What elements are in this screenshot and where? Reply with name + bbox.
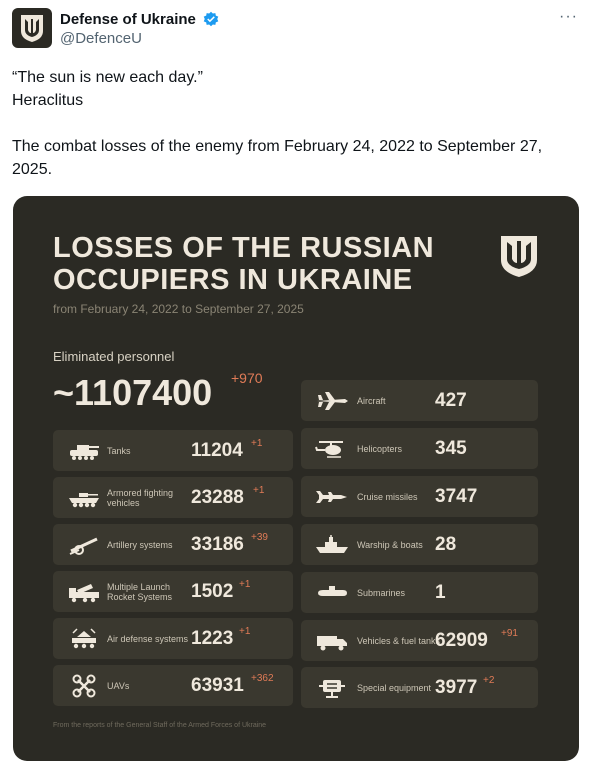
stat-delta: +1: [253, 485, 265, 496]
stat-delta: +362: [251, 673, 274, 684]
stat-label: Warship & boats: [357, 539, 423, 550]
trident-emblem-icon: [499, 234, 539, 278]
stat-label: Aircraft: [357, 395, 386, 406]
stat-label: Multiple Launch Rocket Systems: [107, 581, 173, 602]
quote-text: “The sun is new each day.”: [12, 69, 203, 86]
ukraine-trident-logo-icon: [19, 13, 45, 43]
author-handle[interactable]: @DefenceU: [60, 30, 142, 47]
stat-label: Tanks: [107, 445, 131, 456]
stat-label: Submarines: [357, 587, 406, 598]
stat-label: Artillery systems: [107, 539, 173, 550]
stat-value: 63931: [191, 675, 244, 696]
armored-vehicle-icon: [67, 486, 101, 510]
stat-value: 3977: [435, 677, 478, 698]
stat-delta: +91: [501, 628, 518, 639]
aircraft-icon: [315, 389, 349, 413]
stat-label: Vehicles & fuel tanks: [357, 635, 441, 646]
personnel-label: Eliminated personnel: [53, 349, 175, 364]
helicopter-icon: [315, 437, 349, 461]
stat-vehicles: [301, 620, 538, 661]
tweet-text: [12, 66, 576, 181]
more-options-icon[interactable]: ···: [559, 8, 578, 25]
verified-badge-icon: [203, 11, 219, 27]
avatar[interactable]: [12, 8, 52, 48]
stat-value: 1: [435, 582, 446, 603]
stat-air-defense: [53, 618, 293, 659]
stat-delta: +1: [239, 626, 251, 637]
stat-delta: +2: [483, 675, 495, 686]
infographic-title: [53, 232, 473, 296]
stat-armored-vehicles: [53, 477, 293, 518]
stat-warships: [301, 524, 538, 565]
stat-submarines: [301, 572, 538, 613]
stat-aircraft: [301, 380, 538, 421]
artillery-icon: [67, 533, 101, 557]
stat-value: 28: [435, 534, 457, 555]
warship-icon: [315, 533, 349, 557]
stat-value: 33186: [191, 534, 244, 555]
stat-tanks: [53, 430, 293, 471]
stat-label: Cruise missiles: [357, 491, 418, 502]
title-line-2: OCCUPIERS IN UKRAINE: [53, 264, 413, 296]
truck-icon: [315, 629, 349, 653]
stat-value: 3747: [435, 486, 478, 507]
special-equipment-icon: [315, 676, 349, 700]
tweet-header: [12, 8, 582, 52]
stat-value: 1223: [191, 628, 234, 649]
stat-artillery: [53, 524, 293, 565]
stat-uavs: [53, 665, 293, 706]
stat-value: 345: [435, 438, 467, 459]
stat-value: 62909: [435, 630, 488, 651]
author-name-text[interactable]: Defense of Ukraine: [60, 11, 196, 28]
stat-label: Helicopters: [357, 443, 403, 454]
stat-special-equipment: [301, 667, 538, 708]
title-line-1: LOSSES OF THE RUSSIAN: [53, 232, 435, 264]
stat-helicopters: [301, 428, 538, 469]
tank-icon: [67, 439, 101, 463]
stat-value: 1502: [191, 581, 234, 602]
tweet-body: The combat losses of the enemy from February 24, 2022 to September 27, 2025.: [12, 138, 543, 178]
stat-delta: +1: [239, 579, 251, 590]
date-range: from February 24, 2022 to September 27, 2025: [53, 302, 304, 316]
source-note: From the reports of the General Staff of the Armed Forces of Ukraine: [53, 722, 267, 729]
personnel-value: ~1107400: [53, 372, 213, 413]
author-name[interactable]: [60, 11, 219, 28]
air-defense-icon: [67, 627, 101, 651]
stat-delta: +1: [251, 438, 263, 449]
stat-label: Armored fighting vehicles: [107, 487, 174, 508]
stat-label: Special equipment: [357, 682, 432, 693]
missile-icon: [315, 485, 349, 509]
stat-delta: +39: [251, 532, 268, 543]
quote-author: Heraclitus: [12, 92, 84, 109]
stat-cruise-missiles: [301, 476, 538, 517]
drone-icon: [67, 674, 101, 698]
submarine-icon: [315, 581, 349, 605]
stat-mlrs: [53, 571, 293, 612]
stat-value: 11204: [191, 440, 243, 461]
stat-value: 23288: [191, 487, 244, 508]
stat-label: Air defense systems: [107, 633, 189, 644]
stat-label: UAVs: [107, 680, 130, 691]
stat-value: 427: [435, 390, 467, 411]
losses-infographic[interactable]: [13, 196, 579, 761]
personnel-delta: +970: [231, 370, 263, 386]
rocket-launcher-icon: [67, 580, 101, 604]
